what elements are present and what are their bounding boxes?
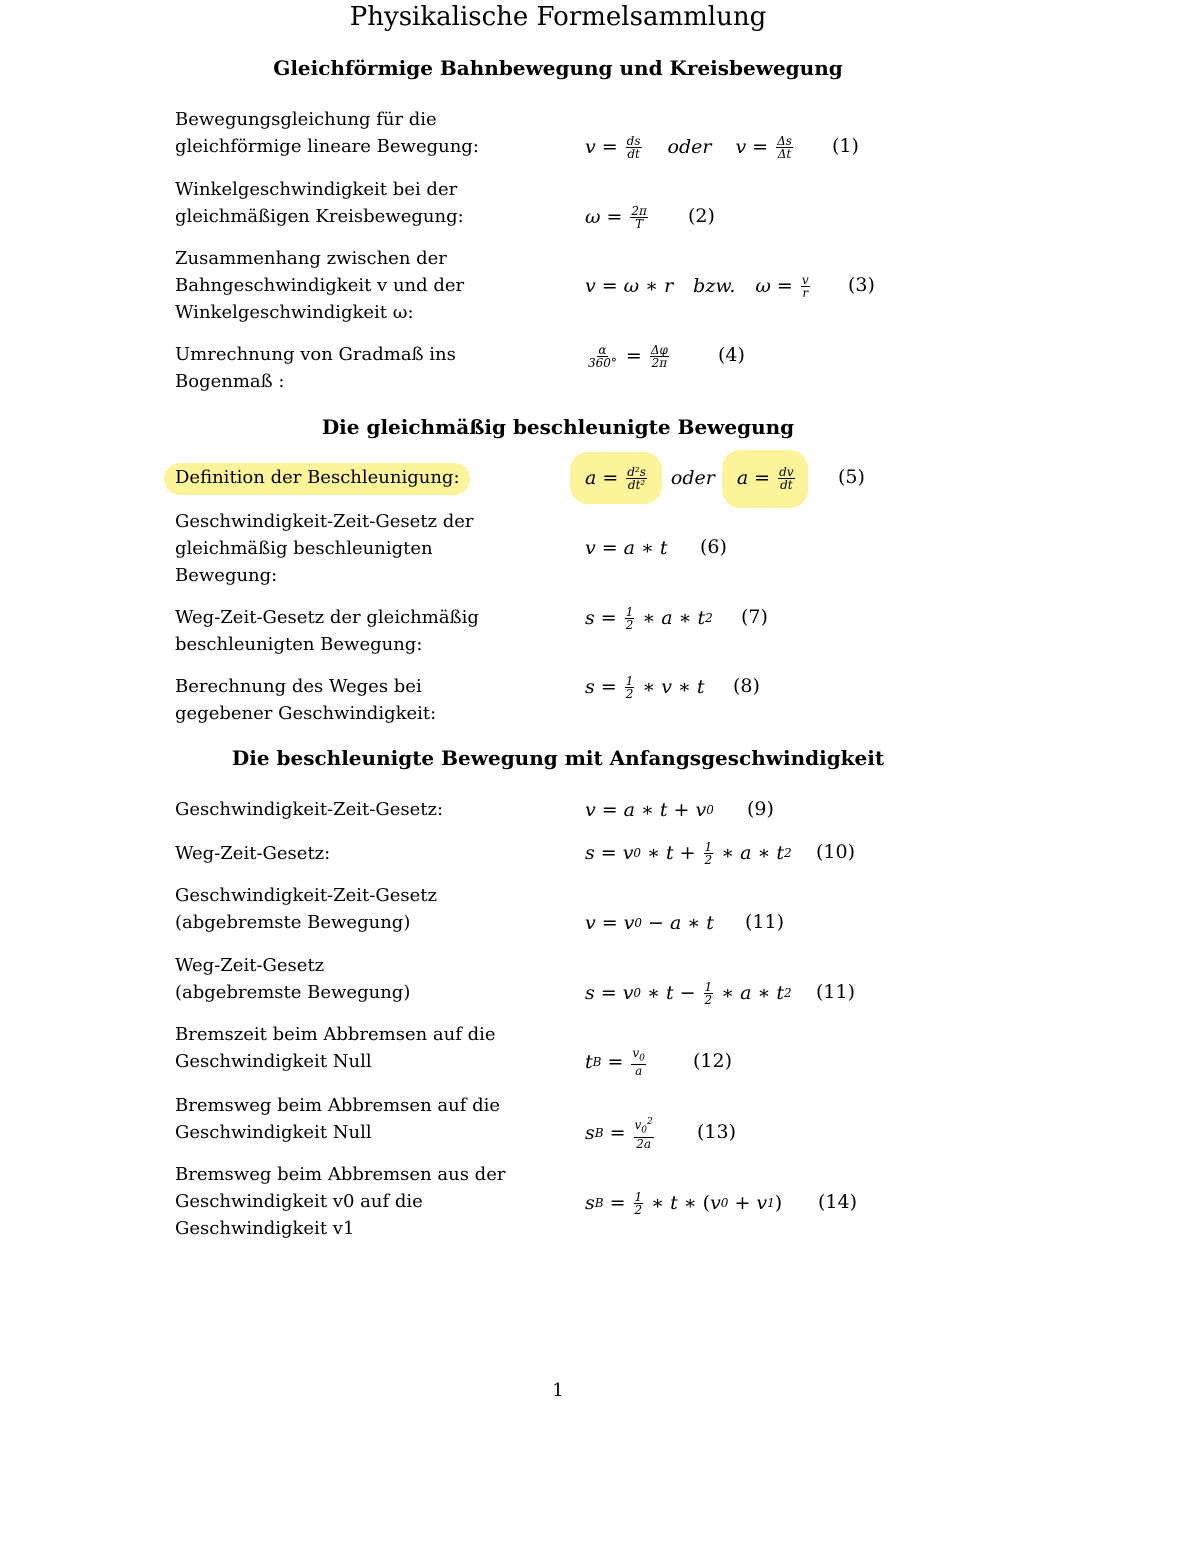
equation-number-3: (3) (848, 274, 875, 296)
equation-number-4: (4) (718, 344, 745, 366)
equation-number-2: (2) (688, 205, 715, 227)
entry-description-6: Geschwindigkeit-Zeit-Gesetz der gleichmäßig beschleunigten Bewegung: (175, 511, 474, 586)
equation-number-11: (11) (745, 911, 785, 933)
entry-description-12: Weg-Zeit-Gesetz (abgebremste Bewegung) (175, 955, 411, 1003)
entry-description-15: Bremsweg beim Abbremsen aus der Geschwindigkeit v0 auf die Geschwindigkeit v1 (175, 1164, 506, 1239)
entry-description-10: Weg-Zeit-Gesetz: (175, 843, 331, 864)
entry-description-13: Bremszeit beim Abbremsen auf die Geschwindigkeit Null (175, 1024, 496, 1072)
entry-description-5: Definition der Beschleunigung: (175, 467, 460, 488)
entry-description-3: Zusammenhang zwischen der Bahngeschwindigkeit v und der Winkelgeschwindigkeit ω: (175, 248, 465, 323)
entry-description-14: Bremsweg beim Abbremsen auf die Geschwindigkeit Null (175, 1095, 501, 1143)
equation-number-5: (5) (838, 466, 865, 488)
entry-description-9: Geschwindigkeit-Zeit-Gesetz: (175, 799, 444, 820)
section-heading-2: Die gleichmäßig beschleunigte Bewegung (321, 415, 795, 439)
equation-number-12: (11) (816, 981, 856, 1003)
equation-10: s = v 0 ∗ t + $\frac{1}{2}$ ∗ a ∗ t 2 (585, 839, 792, 867)
equation-number-6: (6) (700, 536, 727, 558)
equation-9: v = a ∗ t + v 0 (585, 799, 714, 821)
equation-1: v = $\frac{ds}{dt}$ oder v = $\frac{\Delta s}{\Delta t}$ (585, 133, 792, 161)
entry-description-8: Berechnung des Weges bei gegebener Geschwindigkeit: (175, 676, 437, 724)
entry-description-7: Weg-Zeit-Gesetz der gleichmäßig beschleunigten Bewegung: (175, 607, 479, 655)
equation-number-14: (13) (697, 1121, 737, 1143)
section-heading-3: Die beschleunigte Bewegung mit Anfangsgeschwindigkeit (231, 746, 885, 770)
page-title: Physikalische Formelsammlung (349, 2, 767, 32)
equation-number-10: (10) (816, 841, 856, 863)
equation-8: s = $\frac{1}{2}$ ∗ v ∗ t (585, 673, 705, 701)
section-heading-1: Gleichförmige Bahnbewegung und Kreisbewegung (273, 56, 843, 80)
entry-description-11: Geschwindigkeit-Zeit-Gesetz (abgebremste Bewegung) (175, 885, 438, 933)
equation-number-7: (7) (741, 606, 768, 628)
entry-description-4: Umrechnung von Gradmaß ins Bogenmaß : (175, 344, 456, 392)
equation-12: s = v 0 ∗ t − $\frac{1}{2}$ ∗ a ∗ t 2 (585, 979, 792, 1007)
equation-number-8: (8) (733, 675, 760, 697)
equation-4: $\frac{\alpha}{360^\circ}$ = $\frac{\Delta\varphi}{2\pi}$ (588, 342, 668, 370)
page-number: 1 (552, 1380, 564, 1401)
equation-6: v = a ∗ t (585, 537, 668, 559)
equation-11: v = v 0 − a ∗ t (585, 912, 714, 934)
equation-5: a = $\frac{\text{d²s}}{\text{dt²}}$ oder a = $\frac{dv}{dt}$ (585, 464, 794, 492)
equation-13: t B = $\frac{v_0}{a}$ (585, 1045, 645, 1079)
equation-2: ω = $\frac{2\pi}{T}$ (585, 203, 647, 231)
entry-description-2: Winkelgeschwindigkeit bei der gleichmäßigen Kreisbewegung: (175, 179, 464, 227)
equation-7: s = $\frac{1}{2}$ ∗ a ∗ t 2 (585, 604, 713, 632)
entry-description-1: Bewegungsgleichung für die gleichförmige lineare Bewegung: (175, 109, 479, 157)
equation-number-15: (14) (818, 1191, 858, 1213)
equation-15: s B = $\frac{1}{2}$ ∗ t ∗ ( v 0 + v 1 ) (585, 1189, 783, 1217)
equation-number-13: (12) (693, 1050, 733, 1072)
equation-14: s B = $\frac{v_0^2}{2a}$ (585, 1117, 653, 1151)
equation-number-1: (1) (832, 135, 859, 157)
equation-3: v = ω ∗ r bzw. ω = $\frac{v}{r}$ (585, 272, 809, 300)
equation-number-9: (9) (747, 798, 774, 820)
